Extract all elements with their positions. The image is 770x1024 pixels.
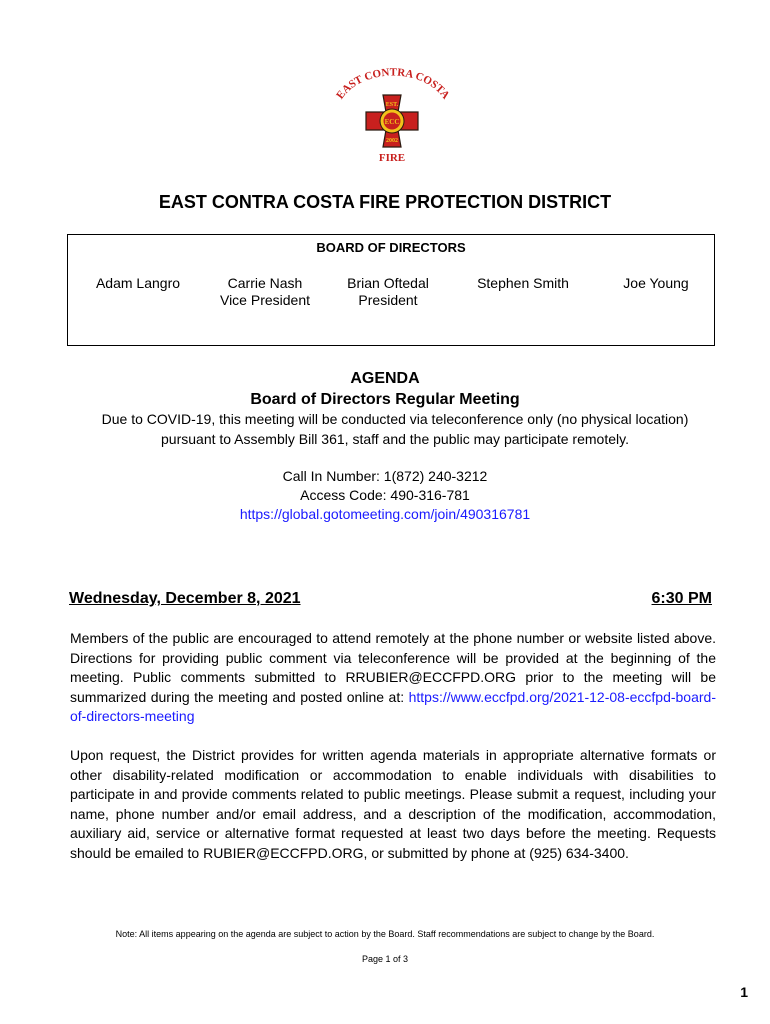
logo-est-text: EST. — [385, 102, 399, 108]
agenda-note: Note: All items appearing on the agenda are subject to action by the Board. Staff recommendations are subject to change by the Board. — [115, 929, 655, 939]
member-role: Vice President — [219, 292, 310, 308]
meeting-time: 6:30 PM — [651, 590, 712, 607]
meeting-page-link[interactable]: https://www.eccfpd.org/2021-12-08-eccfpd-board-of-directors-meeting — [70, 688, 716, 724]
agenda-subtitle: Board of Directors Regular Meeting — [250, 391, 520, 408]
call-in-number: Call In Number: 1(872) 240-3212 — [282, 468, 488, 484]
agenda-title: AGENDA — [350, 370, 420, 387]
accommodation-paragraph: Upon request, the District provides for written agenda materials in appropriate alternative formats or other disability-related modification or accommodation to enable individuals with disabilities to participate in and provide comments related to public meetings. Please submit a request, including your name, phone number and/or email address, and a description of the modification, accommodation, auxiliary aid, service or alternative format requested at least two days before the meeting. Requests should be emailed to RUBIER@ECCFPD.ORG, or submitted by phone at (925) 634-3400. — [70, 747, 716, 861]
member-name: Joe Young — [623, 275, 689, 291]
logo-monogram: ECC — [384, 118, 400, 126]
meeting-link[interactable]: https://global.gotomeeting.com/join/490316781 — [239, 506, 531, 522]
district-logo — [330, 68, 454, 168]
covid-notice: Due to COVID-19, this meeting will be conducted via teleconference only (no physical location) pursuant to Assembly Bill 361, staff and the public may participate remotely. — [101, 411, 689, 447]
logo-year-text: 2002 — [386, 138, 398, 144]
public-comment-paragraph — [70, 629, 716, 727]
member-name: Adam Langro — [95, 275, 181, 291]
board-heading: BOARD OF DIRECTORS — [316, 240, 466, 255]
logo-fire-text: FIRE — [378, 152, 406, 164]
board-member-nash — [200, 275, 330, 309]
access-code: Access Code: 490-316-781 — [300, 487, 470, 503]
board-member-young — [598, 275, 714, 292]
member-role: President — [358, 292, 418, 308]
corner-page-number: 1 — [740, 984, 748, 1000]
logo-arc-text: EAST CONTRA COSTA — [334, 68, 452, 102]
organization-title: EAST CONTRA COSTA FIRE PROTECTION DISTRICT — [158, 192, 612, 212]
member-name: Stephen Smith — [477, 275, 569, 291]
board-member-smith — [458, 275, 588, 292]
meeting-date: Wednesday, December 8, 2021 — [69, 590, 301, 607]
board-of-directors-box — [67, 234, 715, 346]
public-comment-text: Members of the public are encouraged to attend remotely at the phone number or website listed above. Directions for providing public comment via teleconference will be provided at the beginning of the meeting. Public comments submitted to RRUBIER@ECCFPD.ORG prior to the meeting will be summarized during the meeting and posted online at: — [70, 630, 716, 705]
member-name: Carrie Nash — [227, 275, 303, 291]
member-name: Brian Oftedal — [347, 275, 429, 291]
board-member-oftedal — [330, 275, 446, 309]
page-number: Page 1 of 3 — [361, 954, 409, 964]
board-member-langro — [76, 275, 200, 292]
